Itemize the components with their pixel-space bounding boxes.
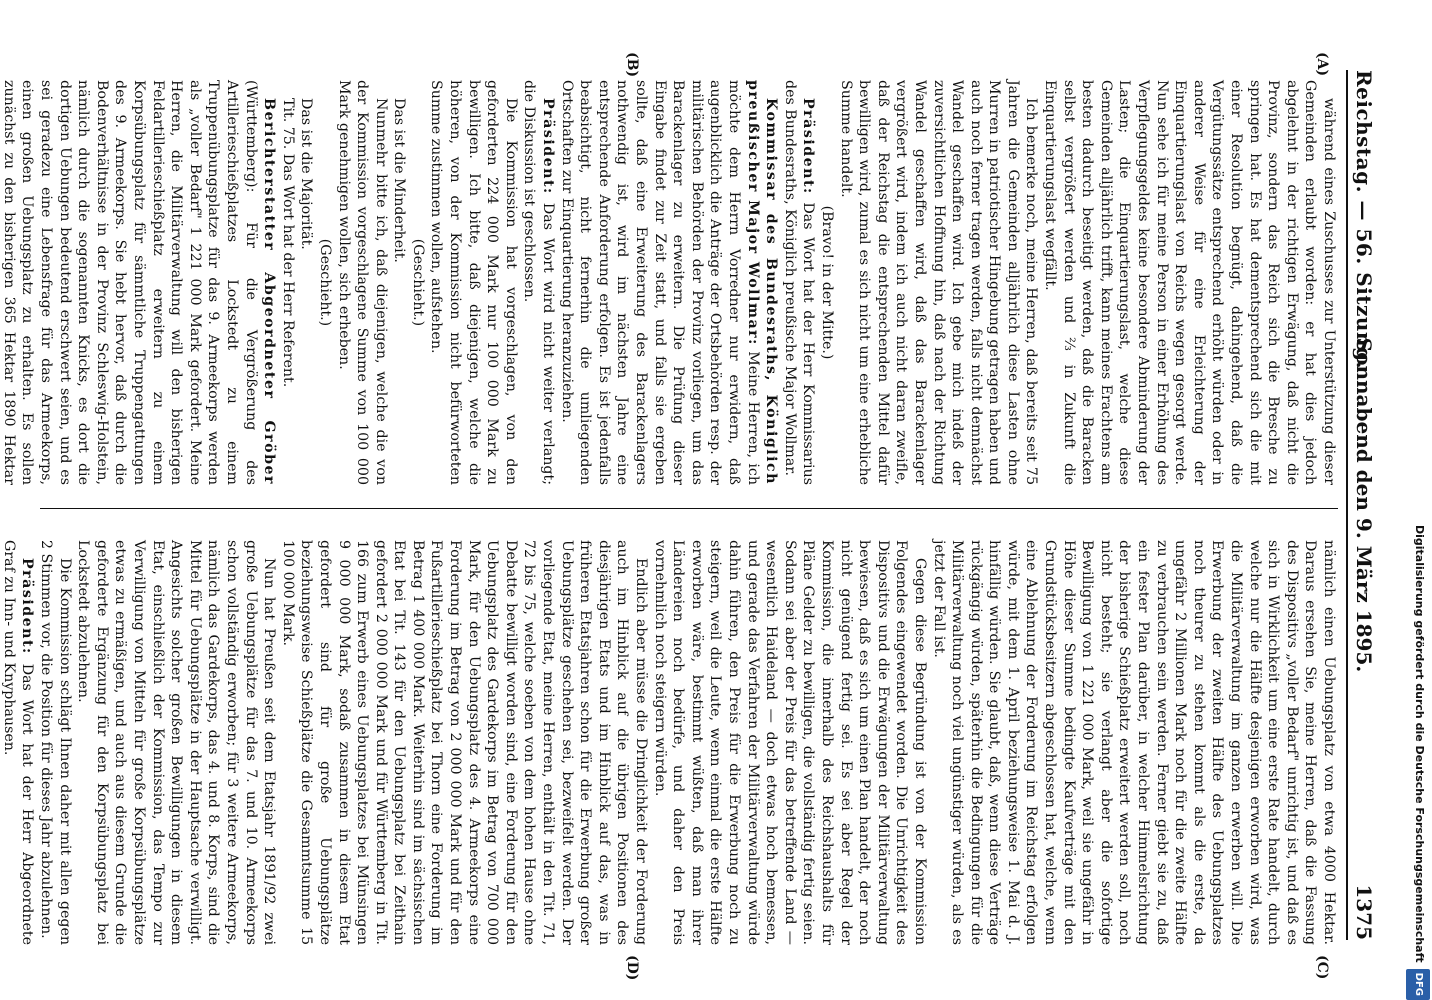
speech-text: (Württemberg): Für die Vergrößerung des Artillerieschießplatzes Lockstedt zu einem Truppenübungsplatze für das 9. Armeekorps werden als „voller Bedarf" 1 221 000 Mark gefordert. Meine Herren, die Militärverwaltung will den bisherigen Feldartillerieschießplatz erweitern zu einem Korpsübungsplatz für sämmtliche Truppengattungen des 9. Armeekorps. Sie hebt hervor, daß durch die Bodenverhältnisse in der Provinz Schleswig-Holstein, nämlich durch die sogenannten Knicks, es dort die dortigen Uebungen bedeutend erschwert seien, und es sei geradezu eine Lebensfrage für das Armeekorps, einen großen Uebungsplatz zu erhalten. Es sollen zunächst zu den bisherigen 365 Hektar 1890 Hektar bbox=[0, 80, 259, 485]
body-paragraph: Gegen diese Begründung ist von der Kommission Folgendes eingewendet worden. Die Unrichtigkeit des Dispositivs und die Erwägungen der Militärverwaltung bewiesen, daß es sich um einen Plan handelt, der noch nicht genügend fertig sei. Es sei aber Regel der Kommission, die innerhalb des Reichshaushalts für Pläne Gelder zu bewilligen, die vollständig fertig seien. Sodann sei aber der Preis für das betreffende Land — wesentlich Haideland — doch etwas hoch bemessen, und gerade das Verfahren der Militärverwaltung würde dahin führen, den Preis für die Erwerbung noch zu steigern, weil die Leute, wenn einmal die erste Hälfte erworben wäre, bestimmt wüßten, daß man ihrer Ländereien noch bedürfe, und daher den Preis vornehmlich noch steigern würden. bbox=[651, 540, 928, 945]
body-paragraph: Nun hat Preußen seit dem Etatsjahr 1891/92 zwei große Uebungsplätze für das 7. und 10. Armeekorps schon vollständig erworben; für 3 weitere Armeekorps, nämlich das Gardekorps, das 4. und 8. Korps, sind die Mittel für Uebungsplätze in der Hauptsache verwilligt. Angesichts solcher großen Bewilligungen in diesem Etat, einschließlich der Kommission, das Tempo zur Verwilligung von Mitteln für große Korpsübungsplätze etwas zu ermäßigen, und auch aus diesem Grunde die geforderte Ergänzung für den Korpsübungsplatz bei Lockstedt abzulehnen. bbox=[75, 540, 278, 945]
page-number: 1375 bbox=[1352, 884, 1376, 940]
speaker-name: Präsident: bbox=[800, 98, 817, 195]
speaker-name: Kommissar des Bundesraths, Königlich preußischer Major Wollmar: bbox=[744, 80, 780, 485]
speaker-name: Präsident: bbox=[540, 98, 557, 195]
body-paragraph: Das ist die Minderheit. bbox=[391, 98, 408, 263]
speaker-name: Präsident: bbox=[19, 558, 36, 655]
body-paragraph: Die Kommission schlägt Ihnen daher mit allen gegen 2 Stimmen vor, die Position für dieses Jahr abzulehnen. bbox=[38, 540, 73, 945]
margin-letter-a: (A) bbox=[1314, 52, 1330, 77]
speech-paragraph bbox=[520, 80, 557, 485]
body-paragraph: während eines Zuschusses zur Unterstützung dieser Gemeinden erlaubt worden: er hat dies jedoch abgelehnt in der richtigen Erwägung, daß nicht die Provinz, sondern das Reich sich die Bresche zu springen hat. Es hat dementsprechend sich die mit einer Resolution begnügt, dahingehend, daß die Vergütungssätze entsprechend erhöht würden oder in anderer Weise für eine Erleichterung der Einquartierungslast von Reichs wegen gesorgt werde. Nun sehe ich für meine Person in einer Erhöhung des Verpflegungsgeldes keine besondere Abminderung der Lasten; die Einquartierungslast, welche diese Gemeinden alljährlich trifft, kann meines Erachtens am besten dadurch beseitigt werden, daß die Baracken selbst vergrößert werden und ⅔ in Zukunft die Einquartierungslast wegfällt. bbox=[1042, 80, 1337, 485]
digitization-note bbox=[1404, 0, 1430, 1000]
body-paragraph: Tit. 75. Das Wort hat der Herr Referent. bbox=[279, 98, 296, 388]
margin-letter-c: (C) bbox=[1314, 955, 1330, 980]
speech-text: Das Wort hat der Herr Abgeordnete Graf zu Inn- und Knyphausen. bbox=[0, 540, 36, 945]
speech-paragraph bbox=[780, 80, 817, 485]
footer-strip bbox=[1404, 0, 1430, 1000]
right-column bbox=[0, 540, 1338, 945]
header-date: Sonnabend den 9. März 1895. bbox=[1352, 337, 1376, 673]
body-paragraph: Endlich aber müsse die Dringlichkeit der Forderung auch im Hinblick auf die übrigen Positionen des diesjährigen Etats und im Hinblick auf das, was in früheren Etatsjahren schon für die Erwerbung großer Uebungsplätze geschehen sei, bezweifelt werden. Der vorliegende Etat, meine Herren, enthält in den Tit. 71, 72 bis 75, welche soeben von dem hohen Hause ohne Debatte bewilligt worden sind, eine Forderung für den Uebungsplatz des Gardekorps im Betrag von 700 000 Mark, für den Uebungsplatz des 4. Armeekorps eine Forderung im Betrag von 2 000 000 Mark und für den Fußartillerieschießplatz bei Thorn eine Forderung im Betrag 1 400 000 Mark. Weiterhin sind im sächsischen Etat bei Tit. 143 für den Uebungsplatz bei Zeithain gefordert 2 000 000 Mark und für Württemberg in Tit. 166 zum Erwerb eines Uebungsplatzes bei Münsingen 9 000 000 Mark, sodaß zusammen in diesem Etat gefordert sind für große Uebungsplätze beziehungsweise Schießplätze die Gesammtsumme 15 100 000 Mark. bbox=[279, 540, 650, 945]
margin-letter-d: (D) bbox=[624, 955, 640, 981]
margin-letter-b: (B) bbox=[624, 52, 640, 78]
dfg-badge: DFG bbox=[1406, 969, 1430, 1000]
left-column bbox=[0, 80, 1338, 485]
body-paragraph: nämlich einen Uebungsplatz von etwa 4000 Hektar. Daraus ersehen Sie, meine Herren, daß die Fassung des Dispositivs „voller Bedarf" unrichtig ist, und daß es sich in Wirklichkeit um eine erste Rate handelt, durch welche nur die Hälfte desjenigen erworben wird, was die Militärverwaltung im ganzen erwerben will. Die Erwerbung der zweiten Hälfte des Uebungsplatzes noch theurer zu stehen kommt als die erste, da ungefähr 2 Millionen Mark noch für die zweite Hälfte zu verbrauchen sein werden. Ferner giebt sie zu, daß ein fester Plan darüber, in welcher Himmelsrichtung der bisherige Schießplatz erweitert werden soll, noch nicht besteht; sie verlangt aber die sofortige Bewilligung von 1 221 000 Mark, weil sie ungefähr in Höhe dieser Summe bedingte Kaufverträge mit den Grundstücksbesitzern abgeschlossen hat, welche, wenn eine Ablehnung der Forderung im Reichstag erfolgen würde, mit dem 1. April beziehungsweise 1. Mai d. J. hinfällig würden. Sie glaubt, daß, wenn diese Verträge rückgängig würden, späterhin die Bedingungen für die Militärverwaltung noch viel ungünstiger würden, als es jetzt der Fall ist. bbox=[930, 540, 1337, 945]
body-paragraph: Nunmehr bitte ich, daß diejenigen, welche die von der Kommission vorgeschlagene Summe von 100 000 Mark genehmigen wollen, sich erheben. bbox=[335, 80, 389, 485]
stage-direction: (Geschieht.) bbox=[316, 238, 333, 327]
page-header bbox=[1342, 70, 1382, 940]
body-paragraph: Das ist die Majorität. bbox=[298, 98, 315, 250]
stage-direction: (Bravo! in der Mitte.) bbox=[818, 205, 835, 360]
body-paragraph: Ich bemerke noch, meine Herren, daß bereits seit 75 Jahren die Gemeinden alljährlich diese Lasten ohne Murren in patriotischer Hingebung getragen haben und auch noch ferner tragen werden, falls nicht demnächst Wandel geschaffen wird. Ich gebe mich indeß der zuversichtlichen Hoffnung hin, daß nach der Richtung Wandel geschaffen wird, daß das Barackenlager vergrößert wird, indem ich auch nicht daran zweifle, daß der Reichstag die entsprechenden Mittel dafür bewilligen wird, zumal es sich nicht um eine erhebliche Summe handelt. bbox=[837, 80, 1040, 485]
speech-text: Meine Herren, ich möchte dem Herrn Vorredner nur erwidern, daß augenblicklich die Anträge der Ortsbehörden resp. der militärischen Behörden der Provinz vorliegen, um das Barackenlager zu erweitern. Die Prüfung dieser Eingabe findet zur Zeit statt, und falls sie ergeben sollte, daß eine Erweiterung des Barackenlagers nothwendig ist, wird im nächsten Jahre eine entsprechende Anforderung erfolgen. Es ist jedenfalls beabsichtigt, nicht fernerhin die umliegenden Ortschaften zur Einquartierung heranzuziehen. bbox=[558, 80, 761, 485]
body-paragraph: Die Kommission hat vorgeschlagen, von den geforderten 224 000 Mark nur 100 000 Mark zu bewilligen. Ich bitte, daß diejenigen, welche die höheren, von der Kommission nicht befürworteten Summe zustimmen wollen, aufstehen. bbox=[428, 80, 519, 485]
speech-text: Das Wort wird nicht weiter verlangt; die Diskussion ist geschlossen. bbox=[521, 80, 557, 485]
column-divider bbox=[40, 508, 1338, 509]
header-session: Reichstag. — 56. Sitzung. bbox=[1352, 70, 1376, 369]
speech-paragraph bbox=[0, 80, 278, 485]
speech-paragraph bbox=[557, 80, 780, 485]
header-rule bbox=[1346, 70, 1348, 940]
stage-direction: (Geschieht.) bbox=[409, 238, 426, 327]
speech-text: Das Wort hat der Herr Kommissarius des Bundesraths, Königlich preußische Major Wollmar. bbox=[781, 80, 817, 485]
speaker-name: Berichterstatter Abgeordneter Gröber bbox=[261, 98, 278, 485]
digitization-text: Digitalisierung gefördert durch die Deutsche Forschungsgemeinschaft bbox=[1413, 524, 1426, 963]
speech-paragraph bbox=[0, 540, 36, 945]
